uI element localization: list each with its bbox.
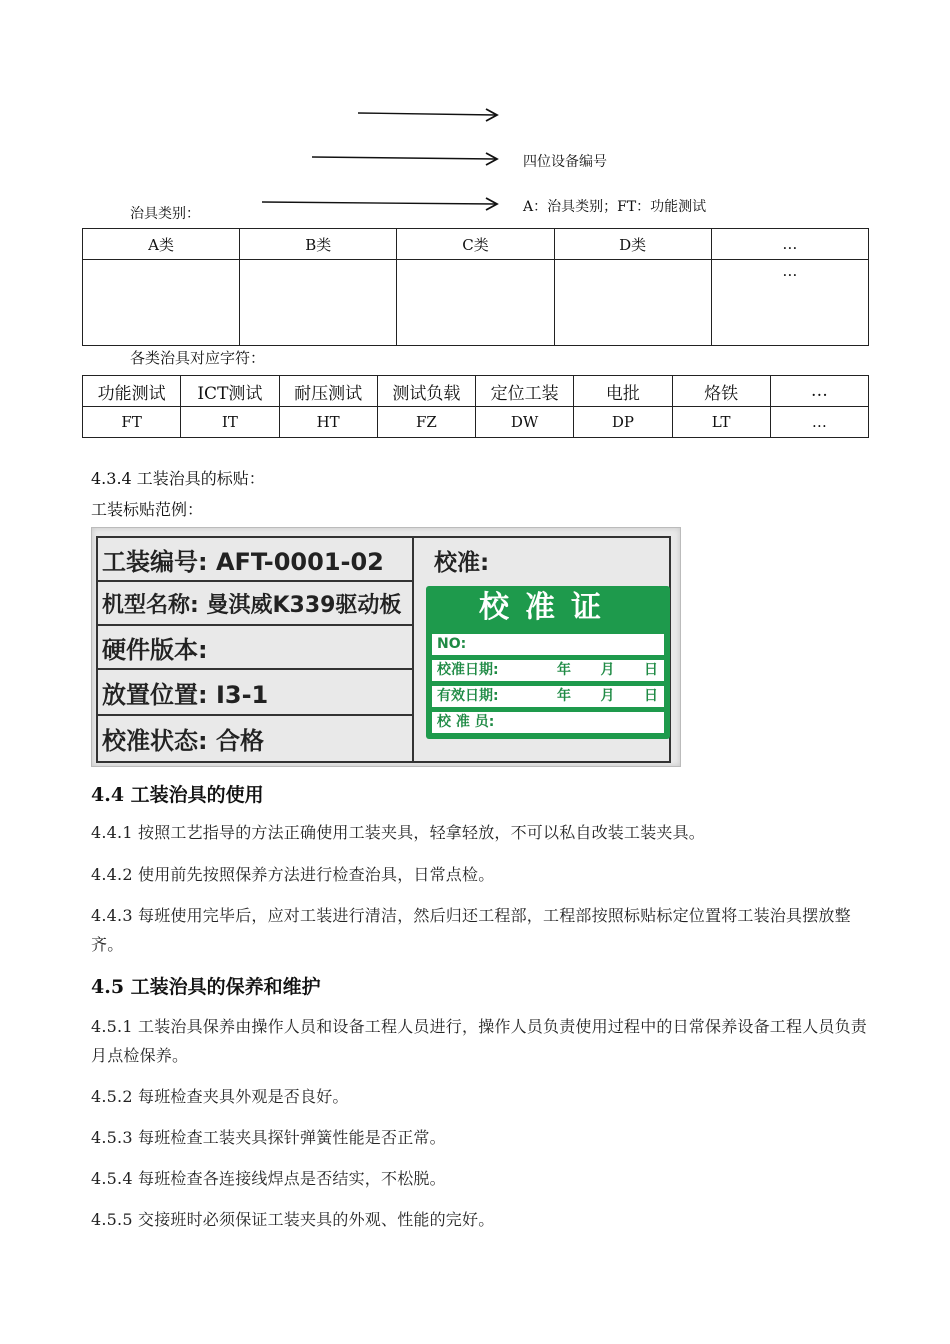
certificate-no [432, 634, 664, 655]
paragraph-442: 4.4.2 使用前先按照保养方法进行检查治具，日常点检。 [91, 865, 495, 884]
symbol-code: DP [574, 407, 672, 438]
paragraph-452: 4.5.2 每班检查夹具外观是否良好。 [91, 1087, 349, 1106]
symbol-name: … [770, 376, 868, 407]
arrow-right-icon [262, 197, 500, 211]
label-row-status: 校准状态: 合格 [102, 727, 264, 755]
label-row-model: 机型名称: 曼淇威K339驱动板 [98, 582, 412, 626]
certificate-valid-label: 有效日期: [437, 688, 499, 704]
category-cell [397, 260, 554, 346]
section-45-title: 4.5 工装治具的保养和维护 [91, 976, 321, 998]
arrow-right-icon [358, 108, 500, 122]
year-label: 年 [557, 662, 571, 678]
category-caption: 治具类别： [130, 206, 200, 222]
category-header: D类 [554, 229, 711, 260]
symbol-name: 功能测试 [83, 376, 181, 407]
certificate-person-label: 校 准 员: [437, 714, 495, 730]
category-header: C类 [397, 229, 554, 260]
symbol-name: 定位工装 [476, 376, 574, 407]
category-cell [83, 260, 240, 346]
label-row-location: 放置位置: I3-1 [98, 670, 412, 716]
label-calibration-column [414, 538, 669, 761]
section-44-title: 4.4 工装治具的使用 [91, 784, 264, 806]
symbol-code: LT [672, 407, 770, 438]
category-cell [554, 260, 711, 346]
label-info-column [98, 538, 414, 761]
year-label: 年 [557, 688, 571, 704]
category-header: … [711, 229, 868, 260]
day-label: 日 [644, 688, 658, 704]
symbol-name: 测试负载 [377, 376, 475, 407]
arrow-3 [262, 197, 500, 211]
certificate-date [432, 660, 664, 681]
certificate-person [432, 712, 664, 733]
certificate-date-label: 校准日期: [437, 662, 499, 678]
symbol-name: ICT测试 [181, 376, 279, 407]
label-row-code: 工装编号: AFT-0001-02 [98, 538, 412, 582]
symbol-code: … [770, 407, 868, 438]
arrow-right-icon [312, 152, 500, 166]
category-table [82, 228, 869, 346]
paragraph-443: 4.4.3 每班使用完毕后，应对工装进行清洁，然后归还工程部，工程部按照标贴标定位置将工装治具摆放整齐。 [91, 906, 851, 954]
calibration-title: 校准: [434, 550, 490, 576]
month-label: 月 [600, 662, 615, 678]
code-explain-line2: 四位设备编号 [523, 154, 607, 170]
category-cell: … [711, 260, 868, 346]
symbol-code: FZ [377, 407, 475, 438]
paragraph-453: 4.5.3 每班检查工装夹具探针弹簧性能是否正常。 [91, 1128, 446, 1147]
symbol-table [82, 375, 869, 438]
label-example-caption: 工装标贴范例： [91, 500, 204, 519]
month-label: 月 [600, 688, 615, 704]
category-cell [240, 260, 397, 346]
paragraph-455: 4.5.5 交接班时必须保证工装夹具的外观、性能的完好。 [91, 1210, 495, 1229]
symbol-code: HT [279, 407, 377, 438]
section-434-title: 4.3.4 工装治具的标贴： [91, 469, 265, 488]
code-explain-line3: A：治具类别；FT：功能测试 [523, 199, 707, 215]
label-row-hardware: 硬件版本: [98, 626, 412, 670]
category-header: B类 [240, 229, 397, 260]
certificate-title: 校准证 [479, 590, 617, 625]
certificate-no-label: NO: [437, 636, 467, 652]
symbol-code: IT [181, 407, 279, 438]
calibration-certificate [426, 586, 670, 739]
category-header: A类 [83, 229, 240, 260]
symbol-caption: 各类治具对应字符： [130, 349, 266, 367]
symbol-code: DW [476, 407, 574, 438]
arrow-1 [358, 108, 500, 122]
symbol-name: 耐压测试 [279, 376, 377, 407]
symbol-code: FT [83, 407, 181, 438]
symbol-name: 烙铁 [672, 376, 770, 407]
symbol-name: 电批 [574, 376, 672, 407]
label-frame [96, 536, 671, 763]
paragraph-451: 4.5.1 工装治具保养由操作人员和设备工程人员进行，操作人员负责使用过程中的日常保养设备工程人员负责月点检保养。 [91, 1017, 867, 1065]
arrow-2 [312, 152, 500, 166]
day-label: 日 [644, 662, 658, 678]
certificate-valid [432, 686, 664, 707]
paragraph-441: 4.4.1 按照工艺指导的方法正确使用工装夹具，轻拿轻放，不可以私自改装工装夹具。 [91, 823, 705, 842]
paragraph-454: 4.5.4 每班检查各连接线焊点是否结实，不松脱。 [91, 1169, 446, 1188]
label-photo [91, 527, 681, 767]
